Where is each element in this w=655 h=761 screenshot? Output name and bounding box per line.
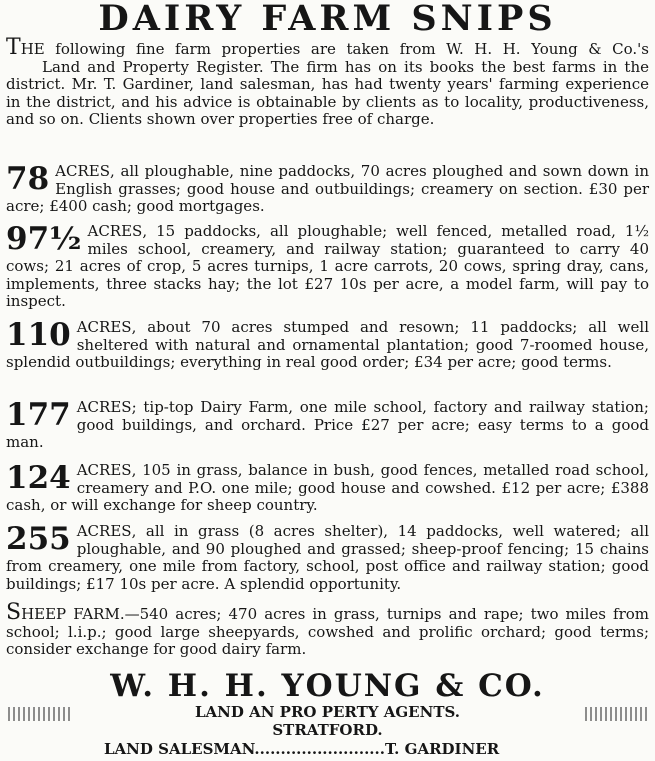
listing-number: 124 bbox=[6, 460, 71, 496]
listing-97-half bbox=[6, 223, 649, 311]
intro-dropcap: T bbox=[6, 35, 21, 60]
page-title: DAIRY FARM SNIPS bbox=[98, 0, 557, 39]
listing-acres-label: ACRES bbox=[76, 522, 132, 540]
listing-78 bbox=[6, 163, 649, 216]
listing-110 bbox=[6, 319, 649, 372]
listing-acres-label: ACRES bbox=[87, 222, 143, 240]
listing-acres-label: ACRES bbox=[76, 461, 132, 479]
intro-text-rest: Land and Property Register. The firm has on its books the best farms in the district. Mr. T. Gardiner, land salesman, has had twenty years' farming experience in the district, and his advice is obtainable by clients as to locality, productiveness, and so on. Clients shown over properties free of charge. bbox=[6, 57, 649, 128]
listing-number: 255 bbox=[6, 521, 71, 557]
listing-sheep-farm bbox=[6, 600, 649, 659]
listing-177 bbox=[6, 399, 649, 452]
agents-line: LAND AN PRO PERTY AGENTS. bbox=[194, 703, 460, 721]
listing-acres-label: ACRES bbox=[76, 318, 132, 336]
listing-number: 177 bbox=[6, 397, 71, 433]
listing-text: , all ploughable, nine paddocks, 70 acres ploughed and sown down in English grasses; good house and outbuildings; creamery on section. £30 per acre; £400 cash; good mortgages. bbox=[6, 162, 649, 215]
intro-text-line1: HE following fine farm properties are taken from W. H. H. Young & Co.'s bbox=[20, 40, 649, 58]
salesman-line: LAND SALESMAN.........................T. GARDINER bbox=[104, 740, 500, 758]
town-line: STRATFORD. bbox=[272, 721, 383, 739]
listing-acres-label: ACRES bbox=[76, 398, 132, 416]
listing-acres-label: ACRES bbox=[55, 162, 110, 180]
listing-124 bbox=[6, 462, 649, 515]
sheep-dropcap: S bbox=[6, 600, 22, 625]
listing-text: ; tip-top Dairy Farm, one mile school, factory and railway station; good buildings, and orchard. Price £27 per acre; easy terms to a good man. bbox=[6, 398, 649, 451]
listing-number: 110 bbox=[6, 317, 71, 353]
listing-text: , 105 in grass, balance in bush, good fences, metalled road school, creamery and P.O. one mile; good house and cowshed. £12 per acre; £388 cash, or will exchange for sheep country. bbox=[6, 461, 649, 514]
listing-number: 97½ bbox=[6, 221, 82, 257]
listing-255 bbox=[6, 523, 649, 593]
firm-name: W. H. H. YOUNG & CO. bbox=[110, 668, 545, 704]
intro-paragraph bbox=[6, 35, 649, 129]
listing-text: , all in grass (8 acres shelter), 14 paddocks, well watered; all ploughable, and 90 ploughed and grassed; sheep-proof fencing; 15 chains from creamery, one mile from factory, school, post office and railway station; good buildings; £17 10s per acre. A splendid opportunity. bbox=[6, 522, 649, 593]
sheep-text: HEEP FARM.—540 acres; 470 acres in grass, turnips and rape; two miles from school; l.i.p.; good large sheepyards, cowshed and prolific orchard; good terms; consider exchange for good dairy farm. bbox=[6, 605, 649, 658]
listing-number: 78 bbox=[6, 161, 50, 197]
listing-text: , 15 paddocks, all ploughable; well fenced, metalled road, 1½ miles school, creamery, and railway station; guaranteed to carry 40 cows; 21 acres of crop, 5 acres turnips, 1 acre carrots, 20 cows, spring dray, cans, implements, three stacks hay; the lot £27 10s per acre, a model farm, will pay to inspect. bbox=[6, 222, 649, 310]
listing-text: , about 70 acres stumped and resown; 11 paddocks; all well sheltered with natural and ornamental plantation; good 7-roomed house, splendid outbuildings; everything in real good order; £34 per acre; good terms. bbox=[6, 318, 649, 371]
